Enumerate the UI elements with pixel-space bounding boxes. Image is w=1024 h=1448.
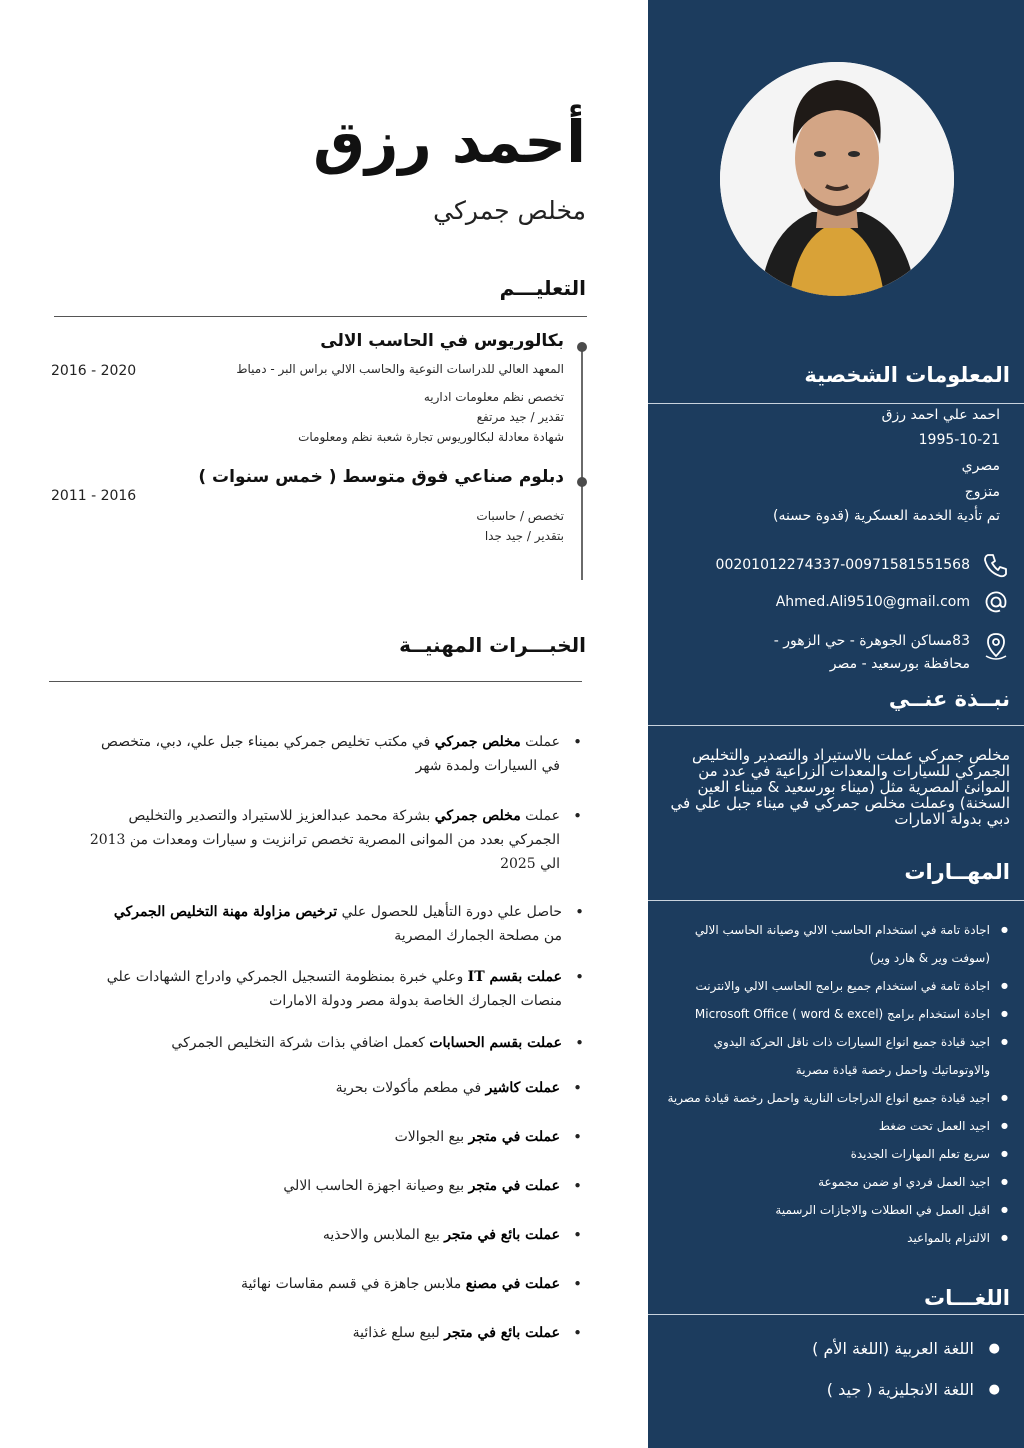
language-item: ● اللغة الانجليزية ( جيد ) <box>812 1369 1000 1410</box>
experience-text: في مطعم مأكولات بحرية <box>335 1080 486 1096</box>
experience-role: ترخيص مزاولة مهنة التخليص الجمركي <box>113 904 338 920</box>
skills-heading: المهــارات <box>904 860 1010 884</box>
personal-full-name: احمد علي احمد رزق <box>881 407 1000 423</box>
experience-text: ملابس جاهزة في قسم مقاسات نهائية <box>240 1276 466 1292</box>
language-item: ● اللغة العربية (اللغة الأم ) <box>812 1328 1000 1369</box>
timeline-dot <box>577 342 587 352</box>
education-heading: التعليـــم <box>499 276 586 300</box>
experience-text: وعلي خبرة بمنظومة التسجيل الجمركي وادراج الشهادات علي منصات الجمارك الخاصة بدولة مصر ودولة الامارات <box>106 969 562 1009</box>
experience-text: حاصل علي دورة التأهيل للحصول علي <box>337 904 562 920</box>
personal-info-divider <box>648 403 1024 404</box>
personal-birth-date: 1995-10-21 <box>918 432 1000 448</box>
experience-item <box>140 1223 560 1247</box>
timeline-dot <box>577 477 587 487</box>
experience-item <box>140 1321 560 1345</box>
personal-info-heading: المعلومات الشخصية <box>804 363 1010 387</box>
experience-role: عملت بقسم الحسابات <box>429 1035 562 1051</box>
languages-divider <box>648 1314 1024 1315</box>
sidebar <box>648 0 1024 1448</box>
degree-years: 2011 - 2016 <box>51 488 137 504</box>
experience-text: لبيع سلع غذائية <box>352 1325 445 1341</box>
address-text: 83مساكن الجوهرة - حي الزهور - محافظة بورسعيد - مصر <box>773 633 970 672</box>
skill-item: ● اجيد العمل تحت ضغط <box>662 1112 1008 1140</box>
experience-role: عملت في مصنع <box>465 1276 560 1292</box>
degree-detail: تخصص / حاسبات <box>476 509 564 523</box>
personal-nationality: مصري <box>961 458 1000 474</box>
personal-military-service: تم تأدية الخدمة العسكرية (قدوة حسنه) <box>772 508 1000 524</box>
experience-text: بيع الملابس والاحذيه <box>322 1227 445 1243</box>
experience-role: عملت كاشير <box>485 1080 560 1096</box>
experience-text: كعمل اضافي بذات شركة التخليص الجمركي <box>171 1035 430 1051</box>
experience-text: بشركة محمد عبدالعزيز للاستيراد والتصدير والتخليص الجمركي بعدد من الموانى المصرية تخصص ترانزيت و سيارات ومعدات من 2013 الي 2025 <box>89 808 560 872</box>
contact-phone[interactable] <box>716 551 1010 579</box>
experience-text: بيع وصيانة اجهزة الحاسب الالي <box>283 1178 469 1194</box>
personal-marital-status: متزوج <box>964 484 1000 500</box>
skill-item: ● اجيد قيادة جميع انواع الدراجات النارية واحمل رخصة قيادة مصرية <box>662 1084 1008 1112</box>
degree-title: دبلوم صناعي فوق متوسط ( خمس سنوات ) <box>198 467 564 487</box>
experience-role: مخلص جمركي <box>434 734 521 750</box>
experience-text: من مصلحة الجمارك المصرية <box>394 928 562 944</box>
about-text: مخلص جمركي عملت بالاستيراد والتصدير والتخليص الجمركي للسيارات والمعدات الزراعية في عدد من الموانئ المصرية مثل (ميناء بورسعيد & ميناء العين السخنة) وعملت مخلص جمركي في ميناء جبل علي في دبي بدولة الامارات <box>670 746 1010 828</box>
experience-text: عملت <box>520 808 560 824</box>
skill-item: ● اجيد قيادة جميع انواع السيارات ذات ناقل الحركة اليدوي والاوتوماتيك واحمل رخصة قيادة مصرية <box>662 1028 1008 1084</box>
skills-list <box>662 916 1008 1252</box>
experience-text: في مكتب تخليص جمركي بميناء جبل علي، دبي، متخصص في السيارات ولمدة شهر <box>101 734 560 774</box>
profile-photo <box>720 62 954 296</box>
experience-divider <box>49 681 582 682</box>
skill-item: ● اجادة تامة في استخدام الحاسب الالي وصيانة الحاسب الالي (سوفت وير & هارد وير) <box>662 916 1008 972</box>
experience-role: عملت في متجر <box>468 1178 560 1194</box>
languages-list <box>812 1328 1000 1410</box>
experience-item <box>92 965 562 1013</box>
experience-text: عملت <box>520 734 560 750</box>
degree-detail: بتقدير / جيد جدا <box>484 529 564 543</box>
experience-heading: الخبـــرات المهنيــة <box>399 633 586 657</box>
contact-address <box>770 630 1010 676</box>
experience-role: مخلص جمركي <box>434 808 521 824</box>
candidate-job-title: مخلص جمركي <box>433 196 586 225</box>
skill-item: ● اقبل العمل في العطلات والاجازات الرسمية <box>662 1196 1008 1224</box>
education-timeline <box>581 344 583 580</box>
skill-item: ● اجادة استخدام برامج Microsoft Office ( word & excel) <box>662 1000 1008 1028</box>
skill-item: ● سريع تعلم المهارات الجديدة <box>662 1140 1008 1168</box>
about-divider <box>648 725 1024 726</box>
experience-item <box>140 1076 560 1100</box>
degree-years: 2016 - 2020 <box>51 363 137 379</box>
email-address: Ahmed.Ali9510@gmail.com <box>775 594 970 610</box>
experience-role: عملت بائع في متجر <box>444 1227 560 1243</box>
experience-role: عملت بقسم IT <box>467 969 562 985</box>
experience-text: بيع الجوالات <box>394 1129 469 1145</box>
experience-role: عملت في متجر <box>468 1129 560 1145</box>
candidate-name: أحمد رزق <box>313 108 586 176</box>
skill-item: ● اجادة تامة في استخدام جميع برامج الحاسب الالي والانترنت <box>662 972 1008 1000</box>
location-pin-icon <box>982 632 1010 660</box>
experience-item <box>102 900 562 948</box>
degree-title: بكالوريوس في الحاسب الالى <box>320 331 564 351</box>
languages-heading: اللغـــات <box>923 1286 1010 1310</box>
contact-email[interactable] <box>776 588 1010 616</box>
experience-item <box>140 1174 560 1198</box>
experience-item <box>140 1272 560 1296</box>
degree-detail: تخصص نظم معلومات اداريه <box>423 390 564 404</box>
education-divider <box>54 316 587 317</box>
experience-item <box>88 804 560 876</box>
about-heading: نبــذة عنــي <box>888 687 1010 711</box>
at-sign-icon <box>982 588 1010 616</box>
phone-number: 00201012274337-00971581551568 <box>715 557 970 573</box>
degree-detail: تقدير / جيد مرتفع <box>476 410 564 424</box>
skills-divider <box>648 900 1024 901</box>
skill-item: ● اجيد العمل فردي او ضمن مجموعة <box>662 1168 1008 1196</box>
experience-item <box>142 1031 562 1055</box>
experience-item <box>140 1125 560 1149</box>
experience-item <box>80 730 560 778</box>
degree-institution: المعهد العالي للدراسات النوعية والحاسب الالي براس البر - دمياط <box>236 362 564 376</box>
experience-role: عملت بائع في متجر <box>444 1325 560 1341</box>
skill-item: ● الالتزام بالمواعيد <box>662 1224 1008 1252</box>
phone-icon <box>982 551 1010 579</box>
degree-detail: شهادة معادلة لبكالوريوس تجارة شعبة نظم ومعلومات <box>298 430 564 444</box>
